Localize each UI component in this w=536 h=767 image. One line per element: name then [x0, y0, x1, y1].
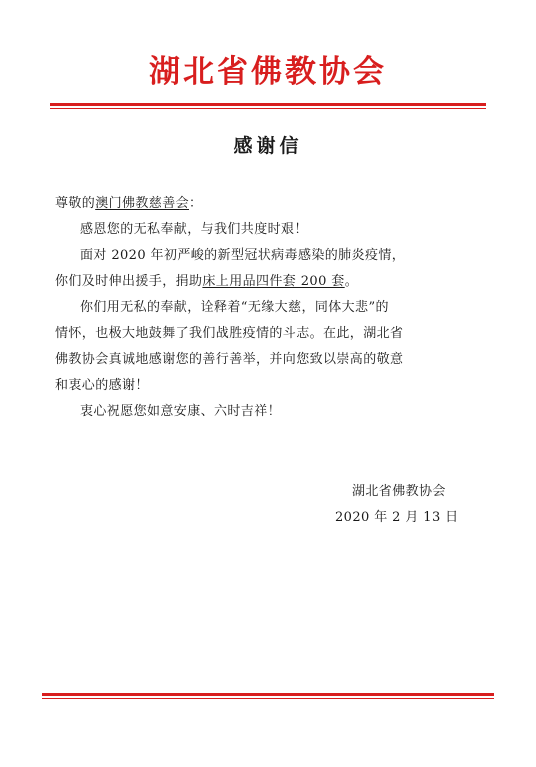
letterhead-rule-thick	[50, 103, 486, 106]
letter-title: 感谢信	[233, 135, 303, 157]
salutation-prefix: 尊敬的	[55, 196, 96, 211]
paragraph-3-line-4: 和衷心的感谢！	[55, 378, 149, 393]
footer-rule-thick	[42, 693, 494, 696]
paragraph-2-line-2	[55, 272, 358, 292]
donation-text: 你们及时伸出援手，捐助	[55, 274, 203, 289]
footer-rule-thin	[42, 698, 494, 699]
paragraph-3-line-3: 佛教协会真诚地感谢您的善行善举，并向您致以崇高的敬意	[55, 352, 404, 367]
donation-end: 。	[344, 274, 359, 289]
letterhead-org-name: 湖北省佛教协会	[149, 54, 387, 90]
paragraph-2-line-1: 面对 2020 年初严峻的新型冠状病毒感染的肺炎疫情，	[80, 248, 406, 263]
salutation-suffix: ：	[189, 196, 203, 211]
signature-date: 2020 年 2 月 13 日	[335, 510, 459, 525]
paragraph-4-blessing: 衷心祝愿您如意安康、六时吉祥！	[80, 404, 282, 419]
salutation-recipient: 澳门佛教慈善会	[95, 196, 190, 211]
letterhead-rule-thin	[50, 108, 486, 109]
paragraph-3-line-1: 你们用无私的奉献，诠释着“无缘大慈，同体大悲”的	[80, 300, 389, 315]
paragraph-1: 感恩您的无私奉献，与我们共度时艰！	[80, 222, 308, 237]
signature-org: 湖北省佛教协会	[352, 484, 446, 499]
donation-items: 床上用品四件套 200 套	[202, 274, 345, 289]
salutation-line	[55, 194, 202, 214]
paragraph-3-line-2: 情怀，也极大地鼓舞了我们战胜疫情的斗志。在此，湖北省	[55, 326, 404, 341]
